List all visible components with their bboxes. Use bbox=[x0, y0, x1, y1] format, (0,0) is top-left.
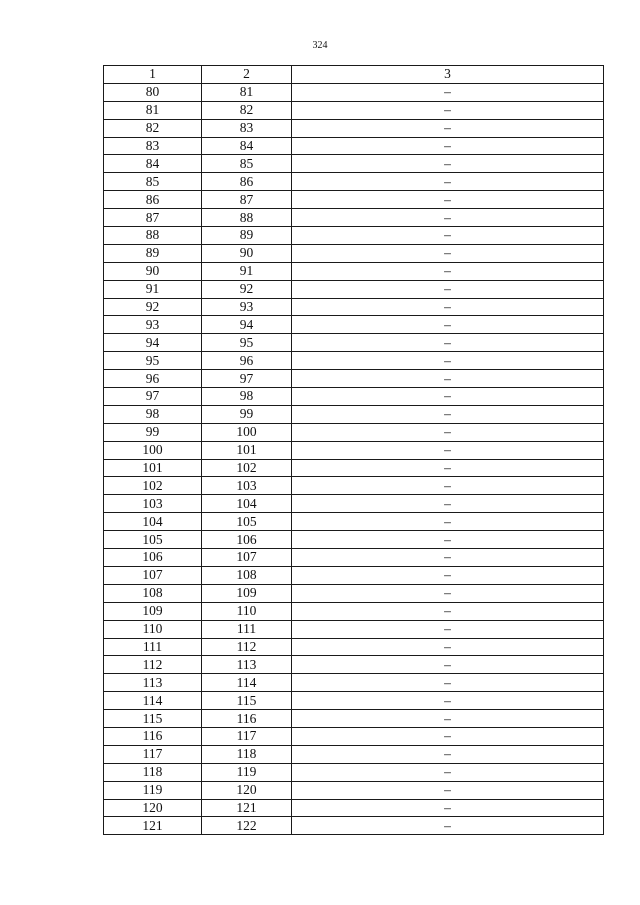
table-cell-col-1: 101 bbox=[104, 459, 202, 477]
table-cell-col-1: 87 bbox=[104, 209, 202, 227]
table-row bbox=[104, 692, 604, 710]
table-row bbox=[104, 495, 604, 513]
table-cell-col-2: 113 bbox=[202, 656, 292, 674]
table-cell-col-1: 94 bbox=[104, 334, 202, 352]
table-row bbox=[104, 209, 604, 227]
table-cell-col-2: 114 bbox=[202, 674, 292, 692]
table-row bbox=[104, 566, 604, 584]
table-cell-col-3: – bbox=[292, 477, 604, 495]
table-row bbox=[104, 441, 604, 459]
table-cell-col-3: – bbox=[292, 549, 604, 567]
table-cell-col-2: 102 bbox=[202, 459, 292, 477]
table-cell-col-1: 99 bbox=[104, 423, 202, 441]
table-cell-col-3: – bbox=[292, 101, 604, 119]
table-cell-col-2: 111 bbox=[202, 620, 292, 638]
table-row bbox=[104, 638, 604, 656]
table-cell-col-1: 93 bbox=[104, 316, 202, 334]
table-cell-col-3: – bbox=[292, 692, 604, 710]
table-row bbox=[104, 262, 604, 280]
table-cell-col-3: – bbox=[292, 727, 604, 745]
table-row bbox=[104, 727, 604, 745]
table-cell-col-2: 94 bbox=[202, 316, 292, 334]
table-cell-col-2: 93 bbox=[202, 298, 292, 316]
table-row bbox=[104, 620, 604, 638]
table-cell-col-1: 98 bbox=[104, 405, 202, 423]
table-cell-col-1: 89 bbox=[104, 244, 202, 262]
table-cell-col-3: – bbox=[292, 262, 604, 280]
table-cell-col-1: 84 bbox=[104, 155, 202, 173]
table-cell-col-2: 121 bbox=[202, 799, 292, 817]
table-cell-col-3: – bbox=[292, 441, 604, 459]
table-cell-col-1: 80 bbox=[104, 83, 202, 101]
column-header-3: 3 bbox=[292, 66, 604, 84]
table-cell-col-3: – bbox=[292, 173, 604, 191]
table-cell-col-1: 115 bbox=[104, 710, 202, 728]
table-row bbox=[104, 280, 604, 298]
table-cell-col-2: 91 bbox=[202, 262, 292, 280]
table-cell-col-3: – bbox=[292, 799, 604, 817]
table-row bbox=[104, 101, 604, 119]
table-body bbox=[104, 83, 604, 834]
table-row bbox=[104, 710, 604, 728]
table-cell-col-1: 114 bbox=[104, 692, 202, 710]
table-cell-col-2: 99 bbox=[202, 405, 292, 423]
table-cell-col-3: – bbox=[292, 710, 604, 728]
table-row bbox=[104, 137, 604, 155]
table-cell-col-2: 116 bbox=[202, 710, 292, 728]
table-row bbox=[104, 763, 604, 781]
table-cell-col-3: – bbox=[292, 119, 604, 137]
table-row bbox=[104, 191, 604, 209]
table-row bbox=[104, 298, 604, 316]
table-cell-col-3: – bbox=[292, 566, 604, 584]
table-cell-col-2: 110 bbox=[202, 602, 292, 620]
table-row bbox=[104, 513, 604, 531]
table-row bbox=[104, 477, 604, 495]
table-cell-col-3: – bbox=[292, 280, 604, 298]
table-cell-col-1: 107 bbox=[104, 566, 202, 584]
page-number: 324 bbox=[312, 40, 328, 51]
table-cell-col-1: 120 bbox=[104, 799, 202, 817]
table-row bbox=[104, 119, 604, 137]
table-cell-col-2: 101 bbox=[202, 441, 292, 459]
table-row bbox=[104, 656, 604, 674]
table-cell-col-3: – bbox=[292, 674, 604, 692]
table-cell-col-1: 97 bbox=[104, 388, 202, 406]
table-cell-col-1: 86 bbox=[104, 191, 202, 209]
table-row bbox=[104, 173, 604, 191]
table-cell-col-1: 105 bbox=[104, 531, 202, 549]
table-cell-col-1: 90 bbox=[104, 262, 202, 280]
table-cell-col-2: 95 bbox=[202, 334, 292, 352]
table-row bbox=[104, 745, 604, 763]
table-cell-col-2: 120 bbox=[202, 781, 292, 799]
table-cell-col-1: 81 bbox=[104, 101, 202, 119]
table-cell-col-3: – bbox=[292, 495, 604, 513]
table-cell-col-1: 91 bbox=[104, 280, 202, 298]
table-cell-col-2: 105 bbox=[202, 513, 292, 531]
table-row bbox=[104, 674, 604, 692]
table-cell-col-3: – bbox=[292, 137, 604, 155]
table-cell-col-2: 92 bbox=[202, 280, 292, 298]
data-table bbox=[103, 65, 604, 835]
table-cell-col-2: 103 bbox=[202, 477, 292, 495]
table-cell-col-2: 115 bbox=[202, 692, 292, 710]
table-cell-col-3: – bbox=[292, 298, 604, 316]
table-row bbox=[104, 155, 604, 173]
table-header-row bbox=[104, 66, 604, 84]
table-row bbox=[104, 388, 604, 406]
table-row bbox=[104, 602, 604, 620]
table-cell-col-3: – bbox=[292, 763, 604, 781]
table-cell-col-3: – bbox=[292, 370, 604, 388]
table-row bbox=[104, 370, 604, 388]
table-cell-col-1: 104 bbox=[104, 513, 202, 531]
table-cell-col-2: 96 bbox=[202, 352, 292, 370]
table-cell-col-1: 106 bbox=[104, 549, 202, 567]
table-cell-col-3: – bbox=[292, 83, 604, 101]
table-cell-col-2: 90 bbox=[202, 244, 292, 262]
table-cell-col-2: 100 bbox=[202, 423, 292, 441]
table-row bbox=[104, 334, 604, 352]
column-header-2: 2 bbox=[202, 66, 292, 84]
table-cell-col-2: 106 bbox=[202, 531, 292, 549]
table-cell-col-3: – bbox=[292, 405, 604, 423]
table-cell-col-1: 108 bbox=[104, 584, 202, 602]
table-row bbox=[104, 423, 604, 441]
table-cell-col-3: – bbox=[292, 817, 604, 835]
table-cell-col-3: – bbox=[292, 584, 604, 602]
table-cell-col-3: – bbox=[292, 352, 604, 370]
table-cell-col-1: 96 bbox=[104, 370, 202, 388]
table-cell-col-3: – bbox=[292, 334, 604, 352]
table-cell-col-2: 109 bbox=[202, 584, 292, 602]
table-cell-col-1: 117 bbox=[104, 745, 202, 763]
table-cell-col-3: – bbox=[292, 244, 604, 262]
table-cell-col-2: 86 bbox=[202, 173, 292, 191]
table-cell-col-2: 108 bbox=[202, 566, 292, 584]
table-cell-col-3: – bbox=[292, 531, 604, 549]
table-cell-col-2: 97 bbox=[202, 370, 292, 388]
table-cell-col-1: 100 bbox=[104, 441, 202, 459]
table-cell-col-3: – bbox=[292, 316, 604, 334]
table-cell-col-1: 109 bbox=[104, 602, 202, 620]
table-cell-col-3: – bbox=[292, 423, 604, 441]
table-cell-col-2: 118 bbox=[202, 745, 292, 763]
table-cell-col-3: – bbox=[292, 745, 604, 763]
table-cell-col-3: – bbox=[292, 459, 604, 477]
table-cell-col-1: 102 bbox=[104, 477, 202, 495]
table-cell-col-3: – bbox=[292, 155, 604, 173]
table-cell-col-2: 82 bbox=[202, 101, 292, 119]
table-cell-col-1: 118 bbox=[104, 763, 202, 781]
table-cell-col-2: 84 bbox=[202, 137, 292, 155]
table-cell-col-3: – bbox=[292, 388, 604, 406]
table-cell-col-2: 88 bbox=[202, 209, 292, 227]
table-row bbox=[104, 817, 604, 835]
table-cell-col-2: 98 bbox=[202, 388, 292, 406]
column-header-1: 1 bbox=[104, 66, 202, 84]
table-row bbox=[104, 352, 604, 370]
table-header bbox=[104, 66, 604, 84]
table-cell-col-2: 85 bbox=[202, 155, 292, 173]
table-cell-col-1: 95 bbox=[104, 352, 202, 370]
table-cell-col-1: 113 bbox=[104, 674, 202, 692]
table-row bbox=[104, 83, 604, 101]
table-cell-col-1: 88 bbox=[104, 227, 202, 245]
table-row bbox=[104, 459, 604, 477]
table-cell-col-2: 104 bbox=[202, 495, 292, 513]
table-cell-col-3: – bbox=[292, 602, 604, 620]
table-cell-col-1: 116 bbox=[104, 727, 202, 745]
table-cell-col-2: 122 bbox=[202, 817, 292, 835]
table-cell-col-1: 119 bbox=[104, 781, 202, 799]
table-cell-col-1: 112 bbox=[104, 656, 202, 674]
table-row bbox=[104, 549, 604, 567]
table-row bbox=[104, 227, 604, 245]
table-cell-col-1: 82 bbox=[104, 119, 202, 137]
table-cell-col-2: 81 bbox=[202, 83, 292, 101]
table-cell-col-1: 121 bbox=[104, 817, 202, 835]
table-cell-col-3: – bbox=[292, 227, 604, 245]
table-cell-col-1: 103 bbox=[104, 495, 202, 513]
table-cell-col-2: 107 bbox=[202, 549, 292, 567]
table-cell-col-3: – bbox=[292, 191, 604, 209]
table-row bbox=[104, 799, 604, 817]
table-row bbox=[104, 405, 604, 423]
table-cell-col-1: 83 bbox=[104, 137, 202, 155]
table-cell-col-1: 85 bbox=[104, 173, 202, 191]
table-cell-col-3: – bbox=[292, 209, 604, 227]
table-cell-col-2: 117 bbox=[202, 727, 292, 745]
table-cell-col-2: 89 bbox=[202, 227, 292, 245]
table-cell-col-1: 110 bbox=[104, 620, 202, 638]
table-cell-col-3: – bbox=[292, 781, 604, 799]
table-cell-col-3: – bbox=[292, 638, 604, 656]
table-cell-col-3: – bbox=[292, 513, 604, 531]
table-cell-col-2: 87 bbox=[202, 191, 292, 209]
table-row bbox=[104, 584, 604, 602]
table-cell-col-2: 112 bbox=[202, 638, 292, 656]
table-cell-col-2: 119 bbox=[202, 763, 292, 781]
table-cell-col-2: 83 bbox=[202, 119, 292, 137]
table-cell-col-1: 92 bbox=[104, 298, 202, 316]
table-row bbox=[104, 316, 604, 334]
table-cell-col-3: – bbox=[292, 620, 604, 638]
table-row bbox=[104, 531, 604, 549]
table-cell-col-1: 111 bbox=[104, 638, 202, 656]
table-cell-col-3: – bbox=[292, 656, 604, 674]
table-row bbox=[104, 781, 604, 799]
table-row bbox=[104, 244, 604, 262]
